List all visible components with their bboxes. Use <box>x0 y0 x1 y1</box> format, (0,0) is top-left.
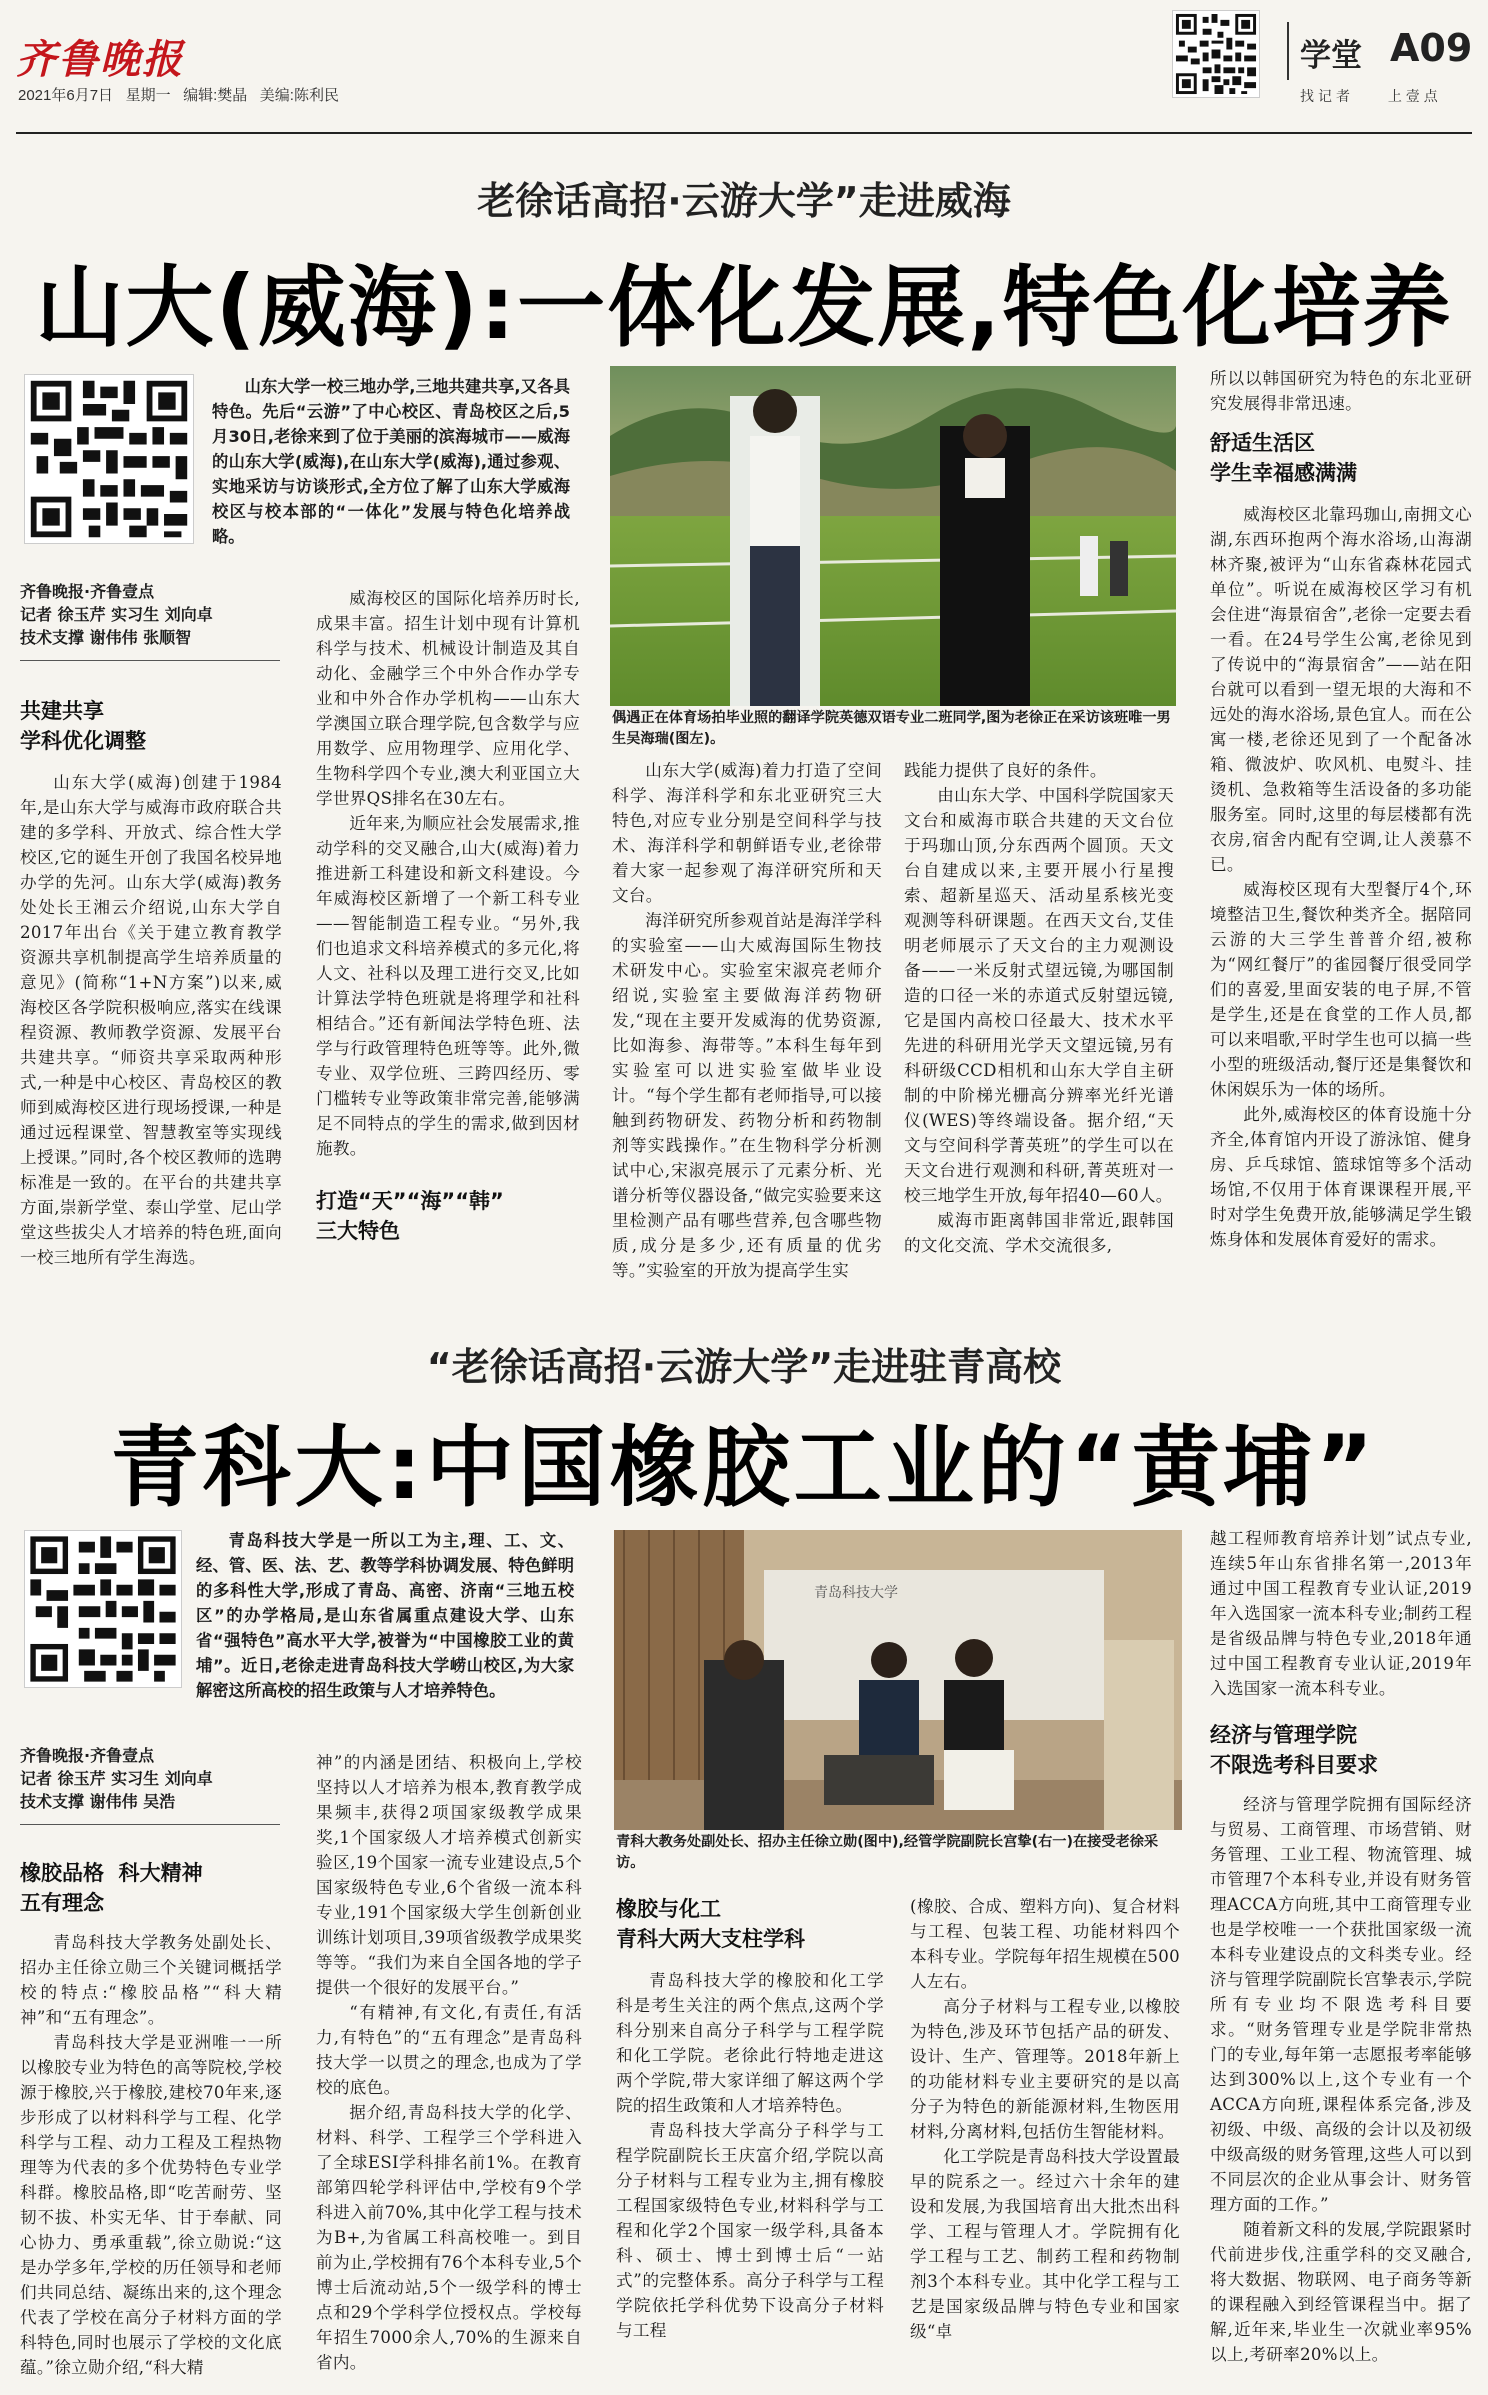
article2-subhead-3 <box>1210 1720 1472 1780</box>
byline-reporters: 记者 徐玉芹 实习生 刘向卓 <box>20 605 213 624</box>
byline-source: 齐鲁晚报·齐鲁壹点 <box>20 582 155 601</box>
paragraph: 随着新文科的发展,学院跟紧时代前进步伐,注重学科的交叉融合,将大数据、物联网、电子商务等新的课程融入到经管课程当中。据了解,近年来,毕业生一次就业率95%以上,考研率20%以上。 <box>1210 2220 1472 2364</box>
subhead-line: 舒适生活区 <box>1210 431 1315 455</box>
paragraph: 山东大学(威海)着力打造了空间科学、海洋科学和东北亚研究三大特色,对应专业分别是空间科学与技术、海洋科学和朝鲜语专业,老徐带着大家一起参观了海洋研究所和天文台。 <box>612 761 882 905</box>
paragraph: 青岛科技大学高分子科学与工程学院副院长王庆富介绍,学院以高分子材料与工程专业为主,拥有橡胶工程国家级特色专业,材料科学与工程和化学2个国家一级学科,具备本科、硕士、博士到博士后“一站式”的完整体系。高分子科学与工程学院依托学科优势下设高分子材料与工程 <box>616 2121 884 2340</box>
byline-tech: 技术支撑 谢伟伟 吴浩 <box>20 1792 176 1811</box>
paragraph: 高分子材料与工程专业,以橡胶为特色,涉及环节包括产品的研发、设计、生产、管理等。2018年新上的功能材料专业主要研究的是以高分子为特色的新能源材料,生物医用材料,分离材料,包括仿生智能材料。 <box>910 1997 1180 2141</box>
article1-photo <box>610 366 1176 706</box>
article1-subhead-1 <box>20 696 290 756</box>
subhead-line: 学科优化调整 <box>20 729 146 753</box>
byline-source: 齐鲁晚报·齐鲁壹点 <box>20 1746 155 1765</box>
subhead-line: 学生幸福感满满 <box>1210 461 1357 485</box>
paragraph: 青岛科技大学教务处副处长、招办主任徐立勋三个关键词概括学校的特点:“橡胶品格”“科大精神”和“五有理念”。 <box>20 1933 282 2027</box>
paragraph: 神”的内涵是团结、积极向上,学校坚持以人才培养为根本,教育教学成果频丰,获得2项国家级教学成果奖,1个国家级人才培养模式创新实验区,19个国家一流专业建设点,5个国家级特色专业,6个省级一流本科专业,191个国家级大学生创新创业训练计划项目,39项省级教学成果奖等等。“我们为来自全国各地的学子提供一个很好的发展平台。” <box>316 1753 582 1997</box>
article1-column-1 <box>20 770 282 1270</box>
article1-subhead-3 <box>1210 428 1472 488</box>
newspaper-logo: 齐鲁晚报 <box>16 36 184 83</box>
interview-room-photo <box>614 1530 1182 1830</box>
paragraph: 威海市距离韩国非常近,跟韩国的文化交流、学术交流很多, <box>904 1211 1174 1255</box>
article2-subhead-2 <box>616 1894 886 1954</box>
article2-qr-code <box>24 1530 182 1688</box>
paragraph: 由山东大学、中国科学院国家天文台和威海市联合共建的天文台位于玛珈山顶,分东西两个圆顶。天文台自建成以来,主要开展小行星搜索、超新星巡天、活动星系核光变观测等科研课题。在西天文台,艾佳明老师展示了天文台的主力观测设备——一米反射式望远镜,为哪国制造的口径一米的赤道式反射望远镜,它是国内高校口径最大、技术水平先进的科研用光学天文望远镜,另有科研级CCD相机和山东大学自主研制的中阶梯光栅高分辨率光纤光谱仪(WES)等终端设备。据介绍,“天文与空间科学菁英班”的学生可以在天文台进行观测和科研,菁英班对一校三地学生开放,每年招40—60人。 <box>904 786 1174 1205</box>
byline-reporters: 记者 徐玉芹 实习生 刘向卓 <box>20 1769 213 1788</box>
slogan-left: 找记者 <box>1300 89 1354 105</box>
qr-code-icon <box>25 375 193 543</box>
article1-byline <box>20 580 290 649</box>
article2-intro <box>196 1528 574 1703</box>
paragraph: 山东大学(威海)创建于1984年,是山东大学与威海市政府联合共建的多学科、开放式、综合性大学校区,它的诞生开创了我国名校异地办学的先河。山东大学(威海)教务处处长王湘云介绍说,山东大学自2017年出台《关于建立教育教学资源共享机制提高学生培养质量的意见》(简称“1+N方案”)以来,威海校区各学院积极响应,落实在线课程资源、教师教学资源、发展平台共建共享。“师资共享采取两种形式,一种是中心校区、青岛校区的教师到威海校区进行现场授课,一种是通过远程课堂、智慧教室等实现线上授课。”同时,各个校区教师的选聘标准是一致的。在平台的共建共享方面,崇新学堂、泰山学堂、尼山学堂这些拔尖人才培养的特色班,面向一校三地所有学生海选。 <box>20 773 282 1267</box>
page-designer: 美编:陈利民 <box>259 87 339 104</box>
issue-date: 2021年6月7日 <box>18 87 114 104</box>
paragraph: 此外,威海校区的体育设施十分齐全,体育馆内开设了游泳馆、健身房、乒乓球馆、篮球馆等多个活动场馆,不仅用于体育课课程开展,平时对学生免费开放,能够满足学生锻炼身体和发展体育爱好的需求。 <box>1210 1105 1472 1249</box>
intro-paragraph: 山东大学一校三地办学,三地共建共享,又各具特色。先后“云游”了中心校区、青岛校区之后,5月30日,老徐来到了位于美丽的滨海城市——威海的山东大学(威海),在山东大学(威海),通过参观、实地采访与访谈形式,全方位了解了山东大学威海校区与校本部的“一体化”发展与特色化培养战略。 <box>212 377 570 546</box>
masthead-qr-code <box>1172 10 1260 98</box>
subhead-line: 不限选考科目要求 <box>1210 1753 1378 1777</box>
slogan-right: 上壹点 <box>1387 89 1442 105</box>
article1-column-2 <box>316 586 580 1161</box>
issue-weekday: 星期一 <box>125 87 171 104</box>
subhead-line: 五有理念 <box>20 1891 104 1915</box>
subhead-line: 橡胶与化工 <box>616 1897 721 1921</box>
article1-qr-code <box>24 374 194 544</box>
subhead-line: 橡胶品格 科大精神 <box>20 1861 203 1885</box>
article1-column-4 <box>904 758 1174 1258</box>
subhead-line: 三大特色 <box>316 1219 400 1243</box>
article1-intro <box>212 374 570 549</box>
article2-headline: 青科大:中国橡胶工业的“黄埔” <box>110 1416 1378 1519</box>
divider <box>20 660 280 661</box>
subhead-line: 青科大两大支柱学科 <box>616 1927 805 1951</box>
article2-column-5 <box>1210 1526 1472 1701</box>
masthead-slogan <box>1300 86 1442 106</box>
page-number: A09 <box>1390 26 1473 70</box>
campus-interview-photo <box>610 366 1176 706</box>
divider <box>20 1824 280 1825</box>
paragraph: 所以以韩国研究为特色的东北亚研究发展得非常迅速。 <box>1210 369 1472 413</box>
article2-photo <box>614 1530 1182 1830</box>
article2-column-5b <box>1210 1792 1472 2367</box>
article2-byline <box>20 1744 290 1813</box>
subhead-line: 经济与管理学院 <box>1210 1723 1357 1747</box>
byline-tech: 技术支撑 谢伟伟 张顺智 <box>20 628 192 647</box>
subhead-line: 共建共享 <box>20 699 104 723</box>
masthead-rule <box>16 132 1472 134</box>
article1-column-5 <box>1210 366 1472 416</box>
qr-code-icon <box>25 1531 181 1687</box>
article1-kicker: 老徐话高招·云游大学”走进威海 <box>477 179 1011 223</box>
paragraph: 近年来,为顺应社会发展需求,推动学科的交叉融合,山大(威海)着力推进新工科建设和新文科建设。今年威海校区新增了一个新工科专业——智能制造工程专业。“另外,我们也追求文科培养模式的多元化,将人文、社科以及理工进行交叉,比如计算法学特色班就是将理学和社科相结合。”还有新闻法学特色班、法学与行政管理特色班等等。此外,微专业、双学位班、三跨四经历、零门槛转专业等政策非常完善,能够满足不同特点的学生的需求,做到因材施教。 <box>316 814 580 1158</box>
qr-code-icon <box>1173 11 1259 97</box>
paragraph: 化工学院是青岛科技大学设置最早的院系之一。经过六十余年的建设和发展,为我国培育出大批杰出科学、工程与管理人才。学院拥有化学工程与工艺、制药工程和药物制剂3个本科专业。其中化学工程与工艺是国家级品牌与特色专业和国家级“卓 <box>910 2147 1180 2341</box>
photo-screen-banner: 青岛科技大学 <box>814 1585 898 1601</box>
divider <box>1287 22 1289 80</box>
article2-column-2 <box>316 1750 582 2375</box>
article2-photo-caption: 青科大教务处副处长、招办主任徐立勋(图中),经管学院副院长宫挚(右一)在接受老徐采访。 <box>616 1834 1159 1871</box>
masthead <box>0 0 1488 110</box>
paragraph: 青岛科技大学的橡胶和化工学科是考生关注的两个焦点,这两个学科分别来自高分子科学与工程学院和化工学院。老徐此行特地走进这两个学院,带大家详细了解这两个学院的招生政策和人才培养特色。 <box>616 1971 884 2115</box>
paragraph: 威海校区的国际化培养历时长,成果丰富。招生计划中现有计算机科学与技术、机械设计制造及其自动化、金融学三个中外合作办学专业和中外合作办学机构——山东大学澳国立联合理学院,包含数学与应用数学、应用物理学、应用化学、生物科学四个专业,澳大利亚国立大学世界QS排名在30左右。 <box>316 589 580 808</box>
paragraph: 威海校区北靠玛珈山,南拥文心湖,东西环抱两个海水浴场,山海湖林齐聚,被评为“山东省森林花园式单位”。听说在威海校区学习有机会住进“海景宿舍”,老徐一定要去看一看。在24号学生公寓,老徐见到了传说中的“海景宿舍”——站在阳台就可以看到一望无垠的大海和不远处的海水浴场,景色宜人。而在公寓一楼,老徐还见到了一个配备冰箱、微波炉、吹风机、电熨斗、挂烫机、急救箱等生活设备的多功能服务室。同时,这里的每层楼都有洗衣房,宿舍内配有空调,让人羡慕不已。 <box>1210 505 1472 874</box>
article2-kicker: “老徐话高招·云游大学”走进驻青高校 <box>426 1345 1062 1389</box>
masthead-info <box>18 84 339 105</box>
article2-column-1 <box>20 1930 282 2380</box>
article1-column-5b <box>1210 502 1472 1252</box>
paragraph: 经济与管理学院拥有国际经济与贸易、工商管理、市场营销、财务管理、工业工程、物流管理、城市管理7个本科专业,并设有财务管理ACCA方向班,其中工商管理专业也是学校唯一一个获批国家级一流本科专业建设点的文科类专业。经济与管理学院副院长宫挚表示,学院所有专业均不限选考科目要求。“财务管理专业是学院非常热门的专业,每年第一志愿报考率能够达到300%以上,这个专业有一个ACCA方向班,课程体系完备,涉及初级、中级、高级的会计以及初级中级高级的财务管理,这些人可以到不同层次的企业从事会计、财务管理方面的工作。” <box>1210 1795 1472 2214</box>
article1-headline: 山大(威海):一体化发展,特色化培养 <box>35 256 1453 359</box>
paragraph: 践能力提供了良好的条件。 <box>904 761 1107 780</box>
intro-paragraph: 青岛科技大学是一所以工为主,理、工、文、经、管、医、法、艺、教等学科协调发展、特色鲜明的多科性大学,形成了青岛、高密、济南“三地五校区”的办学格局,是山东省属重点建设大学、山东省“强特色”高水平大学,被誉为“中国橡胶工业的黄埔”。近日,老徐走进青岛科技大学崂山校区,为大家解密这所高校的招生政策与人才培养特色。 <box>196 1531 574 1700</box>
article2-subhead-1 <box>20 1858 300 1918</box>
paragraph: (橡胶、合成、塑料方向)、复合材料与工程、包装工程、功能材料四个本科专业。学院每年招生规模在500人左右。 <box>910 1897 1180 1991</box>
section-name: 学堂 <box>1300 38 1362 74</box>
article1-photo-caption: 偶遇正在体育场拍毕业照的翻译学院英德双语专业二班同学,图为老徐正在采访该班唯一男生吴海瑞(图左)。 <box>612 710 1171 747</box>
subhead-line: 打造“天”“海”“韩” <box>316 1189 504 1213</box>
article1-column-3 <box>612 758 882 1283</box>
article1-subhead-2 <box>316 1186 580 1246</box>
article2-column-4 <box>910 1894 1180 2344</box>
paragraph: 越工程师教育培养计划”试点专业,连续5年山东省排名第一,2013年通过中国工程教育专业认证,2019年入选国家一流本科专业;制药工程是省级品牌与特色专业,2018年通过中国工程教育专业认证,2019年入选国家一流本科专业。 <box>1210 1529 1472 1698</box>
article2-column-3 <box>616 1968 884 2343</box>
page-editor: 编辑:樊晶 <box>183 87 248 104</box>
paragraph: 据介绍,青岛科技大学的化学、材料、科学、工程学三个学科进入了全球ESI学科排名前1%。在教育部第四轮学科评估中,学校有9个学科进入前70%,其中化学工程与技术为B+,为省属工科高校唯一。到目前为止,学校拥有76个本科专业,5个博士后流动站,5个一级学科的博士点和29个学科学位授权点。学校每年招生7000余人,70%的生源来自省内。 <box>316 2103 582 2372</box>
paragraph: “有精神,有文化,有责任,有活力,有特色”的“五有理念”是青岛科技大学一以贯之的理念,也成为了学校的底色。 <box>316 2003 582 2097</box>
paragraph: 威海校区现有大型餐厅4个,环境整洁卫生,餐饮种类齐全。据陪同云游的大三学生普普介绍,被称为“网红餐厅”的雀园餐厅很受同学们的喜爱,里面安装的电子屏,不管是学生,还是在食堂的工作人员,都可以来唱歌,平时学生也可以搞一些小型的班级活动,餐厅还是集餐饮和休闲娱乐为一体的场所。 <box>1210 880 1472 1099</box>
paragraph: 海洋研究所参观首站是海洋学科的实验室——山大威海国际生物技术研发中心。实验室宋淑亮老师介绍说,实验室主要做海洋药物研发,“现在主要开发威海的优势资源,比如海参、海带等。”本科生每年到实验室可以进实验室做毕业设计。“每个学生都有老师指导,可以接触到药物研发、药物分析和药物制剂等实践操作。”在生物科学分析测试中心,宋淑亮展示了元素分析、光谱分析等仪器设备,“做完实验要来这里检测产品有哪些营养,包含哪些物质,成分是多少,还有质量的优劣等。”实验室的开放为提高学生实 <box>612 911 882 1280</box>
paragraph: 青岛科技大学是亚洲唯一一所以橡胶专业为特色的高等院校,学校源于橡胶,兴于橡胶,建校70年来,逐步形成了以材料科学与工程、化学科学与工程、动力工程及工程热物理等为代表的多个优势特色专业学科群。橡胶品格,即“吃苦耐劳、坚韧不拔、朴实无华、甘于奉献、同心协力、勇承重载”,徐立勋说:“这是办学多年,学校的历任领导和老师们共同总结、凝练出来的,这个理念代表了学校在高分子材料方面的学科特色,同时也展示了学校的文化底蕴。”徐立勋介绍,“科大精 <box>20 2033 282 2377</box>
